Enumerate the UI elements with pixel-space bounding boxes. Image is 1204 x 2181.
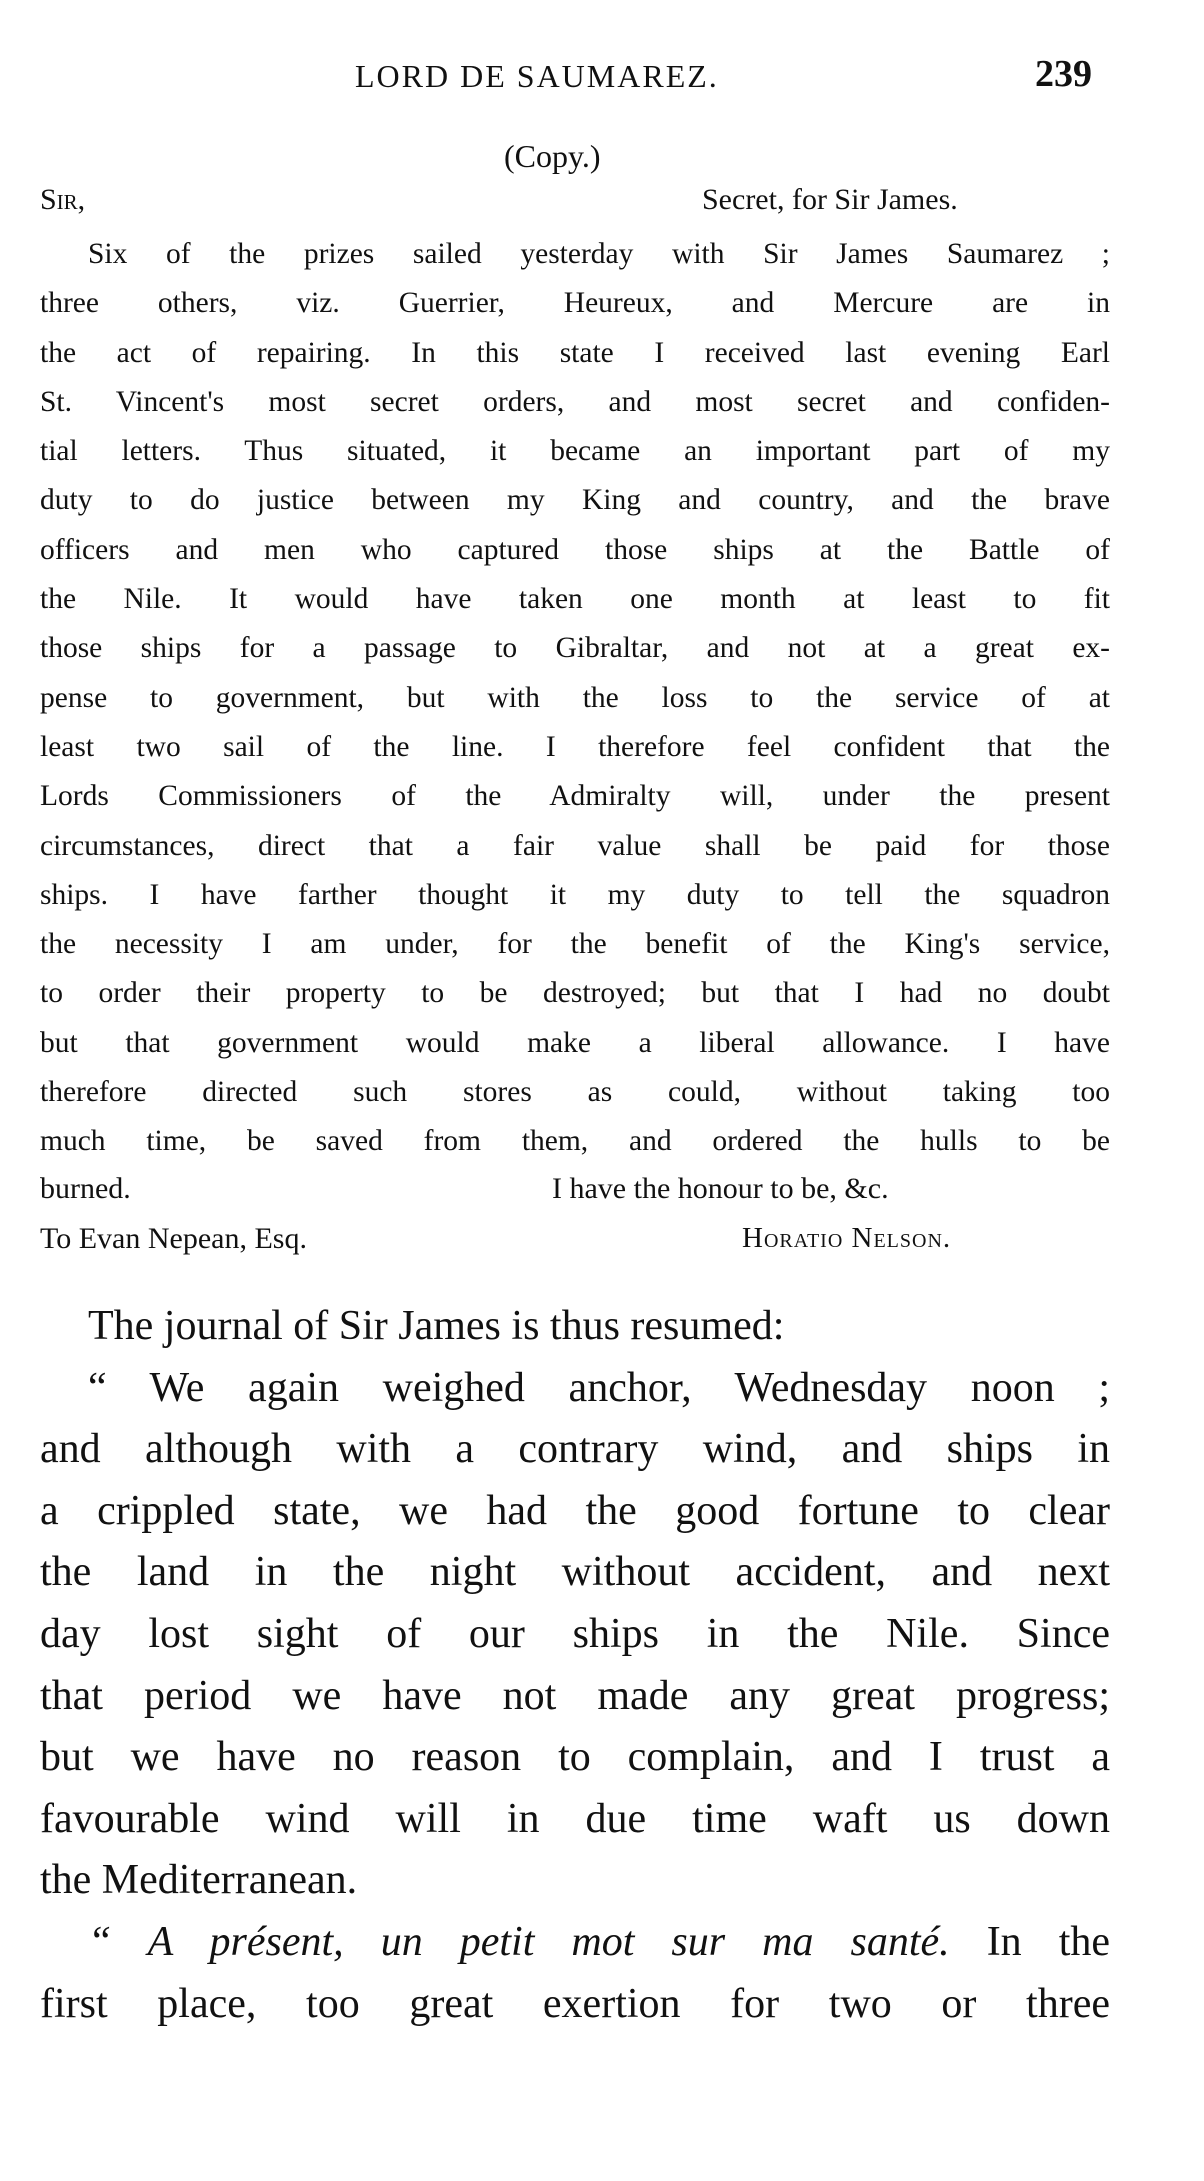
journal-line: but we have no reason to complain, and I trust a <box>40 1734 1110 1781</box>
letter-line: those ships for a passage to Gibraltar, and not at a great ex- <box>40 632 1110 665</box>
letter-line: least two sail of the line. I therefore feel confident that the <box>40 730 1110 763</box>
journal-line: day lost sight of our ships in the Nile. Since <box>40 1610 1110 1657</box>
journal-french-line <box>40 1912 1110 1974</box>
letter-addressee: To Evan Nepean, Esq. <box>40 1222 307 1255</box>
journal-line: first place, too great exertion for two or three <box>40 1980 1110 2027</box>
letter-line: but that government would make a liberal allowance. I have <box>40 1026 1110 1059</box>
letter-line: much time, be saved from them, and ordered the hulls to be <box>40 1125 1110 1158</box>
page-number: 239 <box>1035 53 1092 95</box>
journal-intro: The journal of Sir James is thus resumed: <box>88 1303 785 1349</box>
journal-line: the Mediterranean. <box>40 1857 358 1904</box>
letter-signature: Horatio Nelson. <box>742 1222 952 1254</box>
letter-line: the necessity I am under, for the benefit of the King's service, <box>40 928 1110 961</box>
letter-line: the Nile. It would have taken one month at least to fit <box>40 583 1110 616</box>
letter-line: duty to do justice between my King and country, and the brave <box>40 484 1110 517</box>
letter-line: Six of the prizes sailed yesterday with Sir James Saumarez ; <box>88 238 1110 270</box>
journal-line: the land in the night without accident, and next <box>40 1549 1110 1596</box>
french-line-continuation: In the <box>986 1918 1111 1965</box>
journal-text <box>40 1296 1110 2035</box>
letter-line: three others, viz. Guerrier, Heureux, and Mercure are in <box>40 287 1110 320</box>
letter-line: circumstances, direct that a fair value shall be paid for those <box>40 829 1110 862</box>
letter-line: therefore directed such stores as could, without taking too <box>40 1076 1110 1109</box>
letter-line: St. Vincent's most secret orders, and most secret and confiden- <box>40 385 1110 418</box>
french-phrase: “ A présent, un petit mot sur ma santé. <box>88 1918 950 1965</box>
letter-closing: I have the honour to be, &c. <box>552 1172 889 1205</box>
journal-line: that period we have not made any great progress; <box>40 1672 1110 1719</box>
letter-line: to order their property to be destroyed; but that I had no doubt <box>40 977 1110 1010</box>
journal-line: a crippled state, we had the good fortune to clear <box>40 1487 1110 1534</box>
journal-line: “ We again weighed anchor, Wednesday noon ; <box>88 1364 1110 1411</box>
letter-line: officers and men who captured those ships at the Battle of <box>40 533 1110 566</box>
letter-body <box>40 230 1110 1167</box>
letter-closing-word: burned. <box>40 1172 131 1205</box>
journal-line: and although with a contrary wind, and ships in <box>40 1426 1110 1473</box>
letter-line: Lords Commissioners of the Admiralty will, under the present <box>40 780 1110 813</box>
letter-line: ships. I have farther thought it my duty to tell the squadron <box>40 878 1110 911</box>
letter-line: pense to government, but with the loss to the service of at <box>40 681 1110 714</box>
journal-line: favourable wind will in due time waft us down <box>40 1795 1110 1842</box>
copy-label: (Copy.) <box>504 138 601 174</box>
letter-line: the act of repairing. In this state I received last evening Earl <box>40 336 1110 369</box>
letter-salutation: Sir, <box>40 183 86 216</box>
letter-line: tial letters. Thus situated, it became an important part of my <box>40 435 1110 468</box>
running-header: LORD DE SAUMAREZ. <box>355 58 719 94</box>
secret-note: Secret, for Sir James. <box>702 183 958 216</box>
